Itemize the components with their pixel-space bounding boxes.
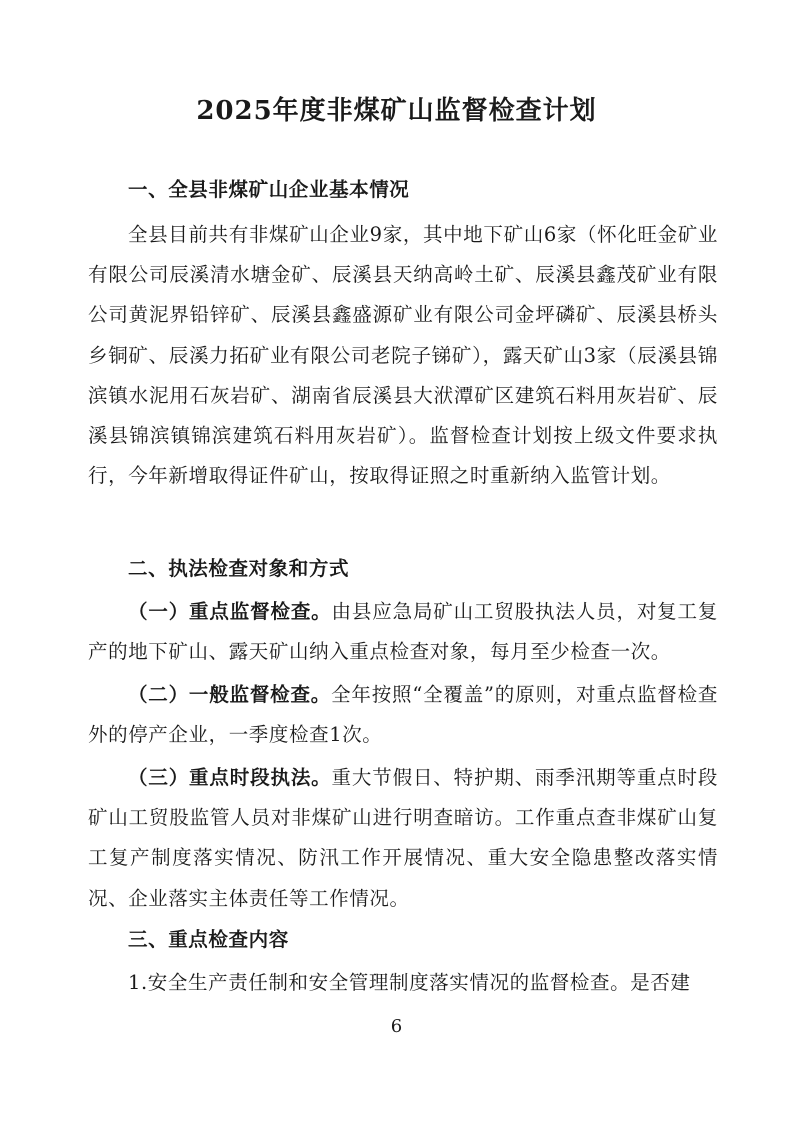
page-number: 6 — [390, 1016, 403, 1037]
section1-heading: 一、全县非煤矿山企业基本情况 — [128, 178, 410, 201]
section2-item-1-text: 由县应急局矿山工贸股执法人员，对复工复产的地下矿山、露天矿山纳入重点检查对象，每月至少检查一次。 — [88, 600, 718, 664]
section2-item-3 — [88, 758, 718, 919]
section3-first-line: 1.安全生产责任制和安全管理制度落实情况的监督检查。是否建 — [128, 971, 691, 994]
section2-item-2-text: 全年按照“全覆盖”的原则，对重点监督检查外的停产企业，一季度检查1次。 — [88, 683, 718, 747]
document-title: 2025年度非煤矿山监督检查计划 — [196, 96, 597, 126]
section2-item-3-label: （三）重点时段执法。 — [128, 766, 332, 789]
section1-body: 全县目前共有非煤矿山企业9家，其中地下矿山6家（怀化旺金矿业有限公司辰溪清水塘金矿、辰溪县天纳高岭土矿、辰溪县鑫茂矿业有限公司黄泥界铅锌矿、辰溪县鑫盛源矿业有限公司金坪磷矿、辰溪县桥头乡铜矿、辰溪力拓矿业有限公司老院子锑矿），露天矿山3家（辰溪县锦滨镇水泥用石灰岩矿、湖南省辰溪县大洑潭矿区建筑石料用灰岩矿、辰溪县锦滨镇锦滨建筑石料用灰岩矿）。监督检查计划按上级文件要求执行，今年新增取得证件矿山，按取得证照之时重新纳入监管计划。 — [88, 223, 718, 488]
section2-item-3-text: 重大节假日、特护期、雨季汛期等重点时段矿山工贸股监管人员对非煤矿山进行明查暗访。工作重点查非煤矿山复工复产制度落实情况、防汛工作开展情况、重大安全隐患整改落实情况、企业落实主体责任等工作情况。 — [88, 766, 718, 910]
section2-item-1 — [88, 592, 718, 672]
section2-item-1-label: （一）重点监督检查。 — [128, 600, 332, 623]
section2-item-2-label: （二）一般监督检查。 — [128, 683, 332, 706]
section2-heading: 二、执法检查对象和方式 — [128, 557, 350, 580]
section3-heading: 三、重点检查内容 — [128, 928, 289, 951]
section2-item-2 — [88, 675, 718, 755]
